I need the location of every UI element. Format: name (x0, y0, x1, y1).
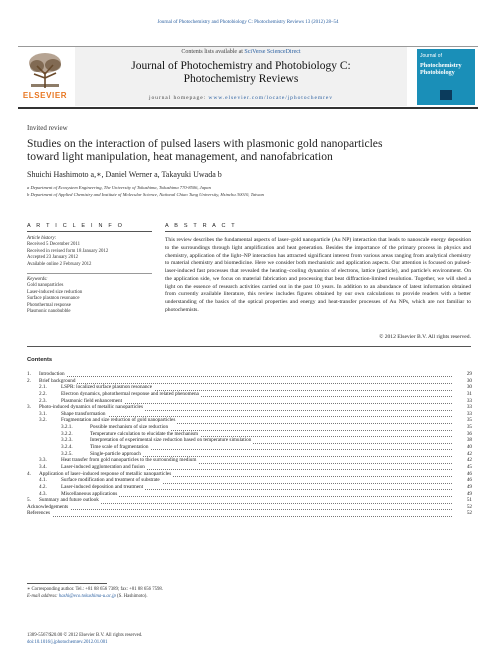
contents-available-line (75, 49, 407, 55)
toc-entry-title: Introduction (39, 371, 65, 377)
toc-entry-number: 5. (27, 497, 31, 504)
toc-entry-number: 4.3. (39, 490, 47, 497)
toc-entry-title: Interpretation of experimental size reduction based on temperature simulation (90, 437, 252, 444)
toc-entry-title: Surface modification and treatment of substrate (61, 477, 160, 484)
toc-entry-page: 38 (466, 437, 472, 444)
keyword-item: Photothermal response (27, 302, 71, 308)
history-online: Available online 2 February 2012 (27, 261, 92, 267)
toc-entry-page: 46 (466, 477, 472, 484)
toc-dot-leader (61, 411, 452, 417)
toc-entry-page: 33 (466, 404, 472, 411)
article-type: Invited review (27, 124, 68, 132)
toc-entry-page: 49 (466, 483, 472, 490)
toc-entry[interactable] (27, 497, 472, 504)
toc-entry[interactable] (27, 504, 472, 511)
toc-entry[interactable] (27, 444, 472, 451)
toc-entry-page: 52 (466, 503, 472, 510)
toc-entry-title: Laser-induced deposition and treatment (61, 483, 144, 490)
running-header[interactable]: Journal of Photochemistry and Photobiology C: Photochemistry Reviews 13 (2012) 28–54 (157, 20, 339, 25)
corresponding-author-note: ∗ Corresponding author. Tel.: +81 88 656 7389; fax: +81 88 656 7598. (27, 587, 164, 592)
toc-entry-title: Photo-induced dynamics of metallic nanoparticles (39, 404, 144, 411)
toc-entry-number: 1. (27, 371, 31, 377)
keyword-item: Surface plasmon resonance (27, 296, 80, 302)
contents-heading: Contents (27, 357, 53, 363)
toc-dot-leader (27, 510, 452, 516)
toc-entry-page: 42 (466, 450, 472, 457)
doi-line (27, 640, 467, 645)
cover-line2a: Photochemistry (420, 62, 462, 69)
toc-entry-title: Shape transformation (61, 410, 106, 417)
toc-entry-page: 30 (466, 384, 472, 391)
toc-entry[interactable] (27, 378, 472, 385)
toc-entry-number: 3.4. (39, 463, 47, 470)
toc-entry-page: 36 (466, 430, 472, 437)
toc-entry-page: 35 (466, 424, 472, 431)
toc-entry-title: Single-particle approach (90, 450, 141, 457)
toc-entry-number: 2.1. (39, 384, 47, 391)
toc-entry-number: 3.2.3. (61, 437, 73, 444)
toc-entry-number: 3.2.4. (61, 444, 73, 451)
toc-entry[interactable] (27, 471, 472, 478)
journal-title-line2: Photochemistry Reviews (183, 72, 299, 85)
toc-entry-title: Laser-induced agglomeration and fusion (61, 463, 145, 470)
publisher-name: ELSEVIER (22, 91, 68, 100)
journal-title-line1: Journal of Photochemistry and Photobiology C: (131, 60, 351, 72)
journal-homepage (75, 95, 407, 101)
toc-entry[interactable] (27, 384, 472, 391)
toc-entry[interactable] (27, 431, 472, 438)
toc-dot-leader (61, 491, 452, 497)
history-received: Received 5 December 2011 (27, 242, 80, 247)
toc-entry[interactable] (27, 398, 472, 405)
toc-entry-page: 31 (466, 390, 472, 397)
toc-entry-number: 2.2. (39, 390, 47, 397)
history-accepted: Accepted 23 January 2012 (27, 255, 79, 261)
toc-entry[interactable] (27, 371, 472, 378)
toc-entry-page: 29 (466, 371, 472, 377)
abstract-bottom-rule (27, 346, 471, 347)
journal-title (75, 60, 407, 85)
toc-entry[interactable] (27, 491, 472, 498)
toc-dot-leader (39, 497, 452, 503)
toc-entry-number: 3.1. (39, 410, 47, 417)
toc-entry-number: 2. (27, 377, 31, 384)
history-label: Article history: (27, 236, 57, 241)
toc-entry[interactable] (27, 464, 472, 471)
toc-entry-title: Plasmonic field enhancement (61, 397, 123, 404)
article-title-line2: toward light manipulation, heat management, and nanofabrication (27, 150, 333, 163)
toc-entry-page: 46 (466, 470, 472, 477)
affiliation-b: b Department of Applied Chemistry and Institute of Molecular Science, National Chiao Tung University, Hsinchu 30010, Taiwan (27, 192, 264, 197)
toc-entry-title: Electron dynamics, photothermal response and related phenomena (61, 390, 199, 397)
article-info-rule (27, 231, 152, 232)
toc-entry-page: 33 (466, 397, 472, 404)
cover-title (420, 63, 472, 76)
keyword-item: Plasmonic nanobubble (27, 309, 71, 315)
toc-entry-number: 3.2.2. (61, 430, 73, 437)
toc-dot-leader (39, 378, 452, 384)
keywords-list (27, 283, 152, 316)
toc-entry-page: 30 (466, 377, 472, 384)
cover-line2b: Photobiology (420, 68, 455, 76)
abstract-text: This review describes the fundamental aspects of laser–gold nanoparticle (Au NP) interaction that leads to nanoscale energy deposition to the surroundings through light amplification and heat generation. Besides the importance of the primary process in physics and chemistry, application of the light–NP interaction has attracted significant interest from various areas ranging from analytical chemistry to material chemistry and biomedicine. Here we consider both mechanistic and application aspects. Our attention is focused on pulsed-laser-induced fast processes that revealed the heating–cooling dynamics of electrons, lattice (particle), and particle's environment. On the application side, we focus on material fabrication and processing that beat diffraction-limited resolution. Together, we will shed a light on the essence of research activities carried out in the past 10 years. In addition to an abundance of latest information obtained from currently available literature, this review includes figures obtained by our own calculations to provide readers with a better understanding of the basics of the optical properties and energy and heat-transfer processes of Au NPs, which are not familiar to photochemists. (165, 237, 471, 313)
toc-entry-number: 3.2.1. (61, 424, 73, 431)
toc-entry-page: 35 (466, 417, 472, 424)
cover-line1: Journal of (420, 53, 442, 59)
toc-entry-number: 3.2.5. (61, 450, 73, 457)
email-link[interactable]: hashi@eco.tokushima-u.ac.jp (58, 594, 116, 599)
article-title (27, 137, 467, 163)
toc-entry-title: Acknowledgements (27, 503, 69, 510)
toc-entry-title: Fragmentation and size reduction of gold nanoparticles (61, 417, 176, 424)
email-prefix: E-mail address: (27, 594, 59, 599)
keyword-item: Laser-induced size reduction (27, 289, 83, 295)
toc-entry-title: Brief background (39, 377, 76, 384)
toc-entry-page: 49 (466, 490, 472, 497)
copyright-notice: © 2012 Elsevier B.V. All rights reserved. (379, 334, 471, 340)
toc-entry-page: 40 (466, 444, 472, 451)
toc-entry-title: Summary and future outlook (39, 497, 99, 504)
toc-entry-number: 3. (27, 404, 31, 411)
email-note (27, 594, 467, 599)
toc-entry-title: Miscellaneous applications (61, 490, 118, 497)
toc-dot-leader (90, 451, 452, 457)
toc-entry[interactable] (27, 510, 472, 517)
toc-entry-page: 33 (466, 410, 472, 417)
toc-entry-number: 4.2. (39, 483, 47, 490)
toc-entry-number: 3.2. (39, 417, 47, 424)
article-title-line1: Studies on the interaction of pulsed lasers with plasmonic gold nanoparticles (27, 137, 383, 150)
toc-entry[interactable] (27, 417, 472, 424)
affiliation-a: a Department of Ecosystem Engineering, The University of Tokushima, Tokushima 770-8506, Japan (27, 185, 211, 190)
toc-entry-number: 3.3. (39, 457, 47, 464)
toc-dot-leader (39, 371, 452, 377)
author-list[interactable]: Shuichi Hashimoto a,∗, Daniel Werner a, Takayuki Uwada b (27, 170, 222, 179)
elsevier-tree-logo-icon[interactable] (22, 50, 68, 90)
abstract-rule (165, 231, 471, 232)
toc-entry-title: Application of laser–induced response of metallic nanoparticles (39, 470, 172, 477)
toc-entry-number: 4. (27, 470, 31, 477)
keywords-label: Keywords: (27, 277, 48, 282)
contents-prefix: Contents lists available at (181, 49, 245, 55)
toc-entry-number: 4.1. (39, 477, 47, 484)
toc-entry-title: Possible mechanism of size reduction (90, 424, 169, 431)
toc-entry-page: 42 (466, 457, 472, 464)
issn-line: 1389-5567/$20.00 © 2012 Elsevier B.V. All rights reserved. (27, 633, 143, 638)
article-info-heading: A R T I C L E I N F O (27, 223, 125, 229)
toc-entry[interactable] (27, 404, 472, 411)
journal-cover-thumbnail[interactable] (417, 49, 475, 105)
doi-link[interactable]: doi:10.1016/j.jphotochemrev.2012.01.001 (27, 640, 108, 645)
abstract-heading: A B S T R A C T (165, 223, 237, 229)
toc-entry[interactable] (27, 484, 472, 491)
toc-entry[interactable] (27, 437, 472, 444)
homepage-prefix: journal homepage: (149, 95, 209, 101)
table-of-contents (27, 371, 472, 517)
toc-entry-title: Time scale of fragmentation (90, 444, 149, 451)
toc-entry[interactable] (27, 457, 472, 464)
toc-entry[interactable] (27, 477, 472, 484)
toc-entry-page: 52 (466, 510, 472, 517)
toc-entry[interactable] (27, 391, 472, 398)
history-revised: Received in revised form 18 January 2012 (27, 248, 109, 254)
toc-entry[interactable] (27, 411, 472, 418)
toc-entry-title: Heat transfer from gold nanoparticles to the surrounding medium (61, 457, 197, 464)
toc-entry-title: LSPR: localized surface plasmon resonance (61, 384, 153, 391)
cover-badge-icon (440, 90, 452, 100)
keywords-rule (27, 273, 152, 274)
toc-dot-leader (27, 504, 452, 510)
header-bottom-rule (18, 107, 478, 109)
toc-entry-number: 2.3. (39, 397, 47, 404)
toc-entry[interactable] (27, 424, 472, 431)
toc-entry-title: Temperature calculation to elucidate the mechanism (90, 430, 199, 437)
history-list (27, 242, 152, 268)
keyword-item: Gold nanoparticles (27, 283, 64, 288)
toc-entry-page: 51 (466, 497, 472, 504)
toc-entry-page: 45 (466, 463, 472, 470)
email-suffix: (S. Hashimoto). (115, 594, 148, 599)
homepage-link[interactable]: www.elsevier.com/locate/jphotochemrev (208, 95, 333, 101)
toc-entry[interactable] (27, 451, 472, 458)
sciencedirect-link[interactable]: SciVerse ScienceDirect (244, 49, 301, 55)
footnote-rule (27, 583, 107, 584)
toc-entry-title: References (27, 510, 51, 517)
